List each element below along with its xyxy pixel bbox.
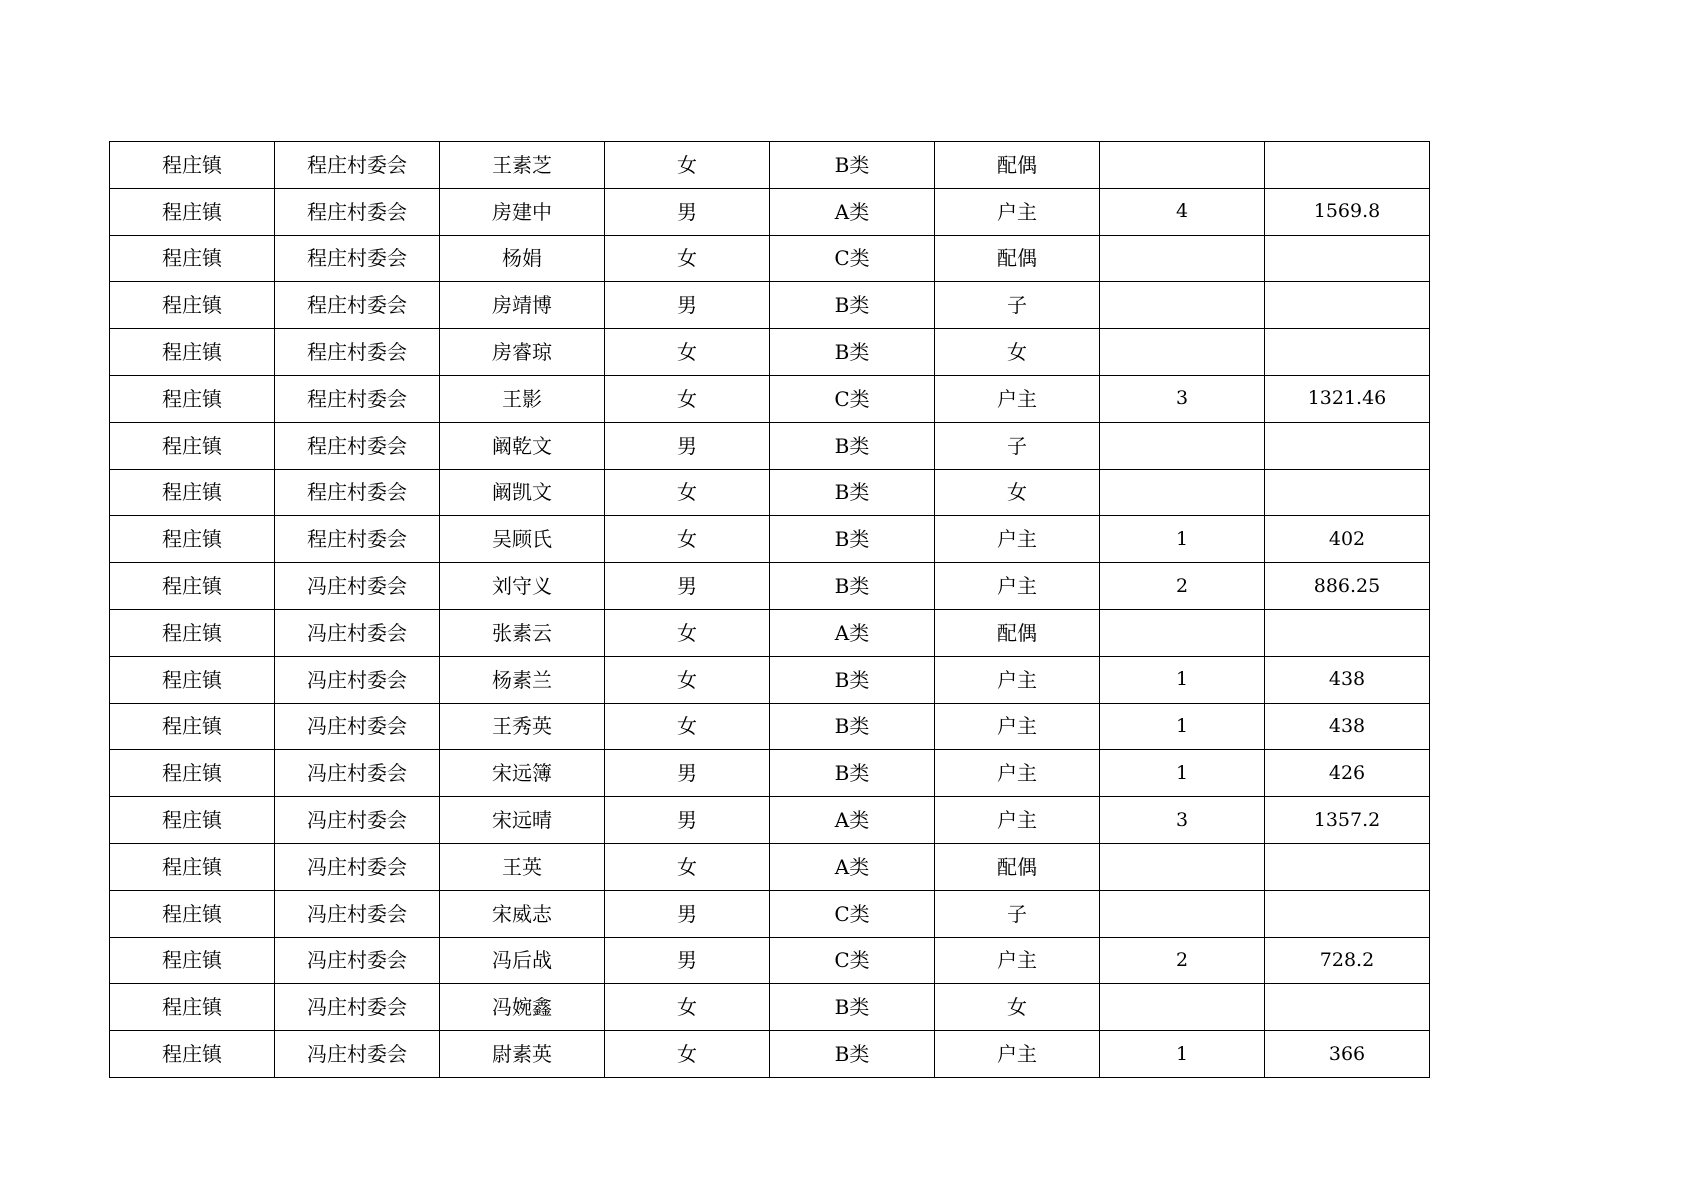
cell-village-committee: 冯庄村委会	[275, 656, 440, 703]
cell-gender: 女	[605, 703, 770, 750]
cell-relation: 配偶	[935, 235, 1100, 282]
cell-amount: 886.25	[1265, 563, 1430, 610]
cell-gender: 女	[605, 1031, 770, 1078]
cell-gender: 女	[605, 656, 770, 703]
cell-amount	[1265, 890, 1430, 937]
cell-amount	[1265, 984, 1430, 1031]
cell-town: 程庄镇	[110, 797, 275, 844]
cell-amount	[1265, 422, 1430, 469]
cell-relation: 户主	[935, 375, 1100, 422]
cell-name: 杨娟	[440, 235, 605, 282]
cell-relation: 户主	[935, 703, 1100, 750]
cell-category: B类	[770, 1031, 935, 1078]
cell-village-committee: 程庄村委会	[275, 469, 440, 516]
cell-relation: 子	[935, 282, 1100, 329]
cell-relation: 女	[935, 469, 1100, 516]
cell-gender: 女	[605, 375, 770, 422]
cell-town: 程庄镇	[110, 984, 275, 1031]
cell-town: 程庄镇	[110, 516, 275, 563]
cell-household-size: 4	[1100, 188, 1265, 235]
cell-amount	[1265, 469, 1430, 516]
cell-name: 房睿琼	[440, 329, 605, 376]
cell-gender: 女	[605, 984, 770, 1031]
cell-town: 程庄镇	[110, 282, 275, 329]
cell-name: 房建中	[440, 188, 605, 235]
cell-category: C类	[770, 890, 935, 937]
cell-relation: 配偶	[935, 142, 1100, 189]
cell-gender: 女	[605, 516, 770, 563]
cell-amount	[1265, 235, 1430, 282]
cell-amount: 438	[1265, 656, 1430, 703]
cell-gender: 女	[605, 843, 770, 890]
cell-amount	[1265, 282, 1430, 329]
cell-amount	[1265, 142, 1430, 189]
table-row	[110, 703, 1430, 750]
cell-amount: 426	[1265, 750, 1430, 797]
cell-name: 王秀英	[440, 703, 605, 750]
cell-gender: 女	[605, 609, 770, 656]
cell-amount: 366	[1265, 1031, 1430, 1078]
cell-category: B类	[770, 656, 935, 703]
cell-household-size	[1100, 142, 1265, 189]
cell-category: B类	[770, 750, 935, 797]
cell-village-committee: 程庄村委会	[275, 188, 440, 235]
cell-gender: 男	[605, 890, 770, 937]
cell-town: 程庄镇	[110, 656, 275, 703]
cell-amount	[1265, 843, 1430, 890]
cell-relation: 户主	[935, 797, 1100, 844]
cell-category: B类	[770, 984, 935, 1031]
roster-table-body	[110, 142, 1430, 1078]
cell-town: 程庄镇	[110, 703, 275, 750]
cell-relation: 女	[935, 984, 1100, 1031]
table-row	[110, 235, 1430, 282]
cell-amount	[1265, 609, 1430, 656]
table-row	[110, 890, 1430, 937]
cell-household-size	[1100, 469, 1265, 516]
cell-gender: 男	[605, 282, 770, 329]
cell-village-committee: 冯庄村委会	[275, 703, 440, 750]
cell-gender: 男	[605, 937, 770, 984]
cell-relation: 户主	[935, 563, 1100, 610]
cell-household-size	[1100, 235, 1265, 282]
roster-table	[109, 141, 1430, 1078]
cell-gender: 女	[605, 142, 770, 189]
cell-name: 宋威志	[440, 890, 605, 937]
cell-village-committee: 冯庄村委会	[275, 984, 440, 1031]
cell-gender: 男	[605, 188, 770, 235]
cell-category: B类	[770, 563, 935, 610]
table-row	[110, 609, 1430, 656]
cell-village-committee: 冯庄村委会	[275, 937, 440, 984]
cell-category: A类	[770, 843, 935, 890]
table-row	[110, 937, 1430, 984]
cell-category: C类	[770, 937, 935, 984]
cell-household-size	[1100, 843, 1265, 890]
cell-village-committee: 冯庄村委会	[275, 563, 440, 610]
cell-household-size: 2	[1100, 563, 1265, 610]
cell-category: B类	[770, 329, 935, 376]
cell-name: 刘守义	[440, 563, 605, 610]
cell-amount: 438	[1265, 703, 1430, 750]
cell-gender: 男	[605, 797, 770, 844]
cell-town: 程庄镇	[110, 375, 275, 422]
cell-household-size: 1	[1100, 1031, 1265, 1078]
cell-category: B类	[770, 142, 935, 189]
cell-name: 王英	[440, 843, 605, 890]
table-row	[110, 984, 1430, 1031]
cell-household-size: 1	[1100, 703, 1265, 750]
cell-town: 程庄镇	[110, 235, 275, 282]
table-row	[110, 375, 1430, 422]
cell-gender: 女	[605, 329, 770, 376]
cell-name: 阚乾文	[440, 422, 605, 469]
cell-household-size: 3	[1100, 797, 1265, 844]
table-row	[110, 329, 1430, 376]
cell-town: 程庄镇	[110, 843, 275, 890]
cell-name: 冯婉鑫	[440, 984, 605, 1031]
cell-name: 张素云	[440, 609, 605, 656]
cell-village-committee: 程庄村委会	[275, 422, 440, 469]
cell-relation: 户主	[935, 937, 1100, 984]
cell-category: A类	[770, 797, 935, 844]
cell-relation: 户主	[935, 188, 1100, 235]
cell-name: 宋远簿	[440, 750, 605, 797]
cell-town: 程庄镇	[110, 937, 275, 984]
table-row	[110, 142, 1430, 189]
cell-amount: 1321.46	[1265, 375, 1430, 422]
cell-name: 尉素英	[440, 1031, 605, 1078]
cell-town: 程庄镇	[110, 329, 275, 376]
cell-village-committee: 冯庄村委会	[275, 797, 440, 844]
cell-household-size: 1	[1100, 516, 1265, 563]
cell-relation: 户主	[935, 656, 1100, 703]
table-row	[110, 750, 1430, 797]
cell-amount: 728.2	[1265, 937, 1430, 984]
cell-name: 冯后战	[440, 937, 605, 984]
cell-amount: 1569.8	[1265, 188, 1430, 235]
cell-household-size	[1100, 282, 1265, 329]
cell-town: 程庄镇	[110, 1031, 275, 1078]
roster-sheet	[109, 141, 1430, 1078]
cell-village-committee: 冯庄村委会	[275, 1031, 440, 1078]
cell-household-size	[1100, 609, 1265, 656]
cell-town: 程庄镇	[110, 188, 275, 235]
cell-village-committee: 程庄村委会	[275, 142, 440, 189]
cell-town: 程庄镇	[110, 142, 275, 189]
table-row	[110, 1031, 1430, 1078]
cell-relation: 配偶	[935, 609, 1100, 656]
cell-relation: 户主	[935, 750, 1100, 797]
cell-village-committee: 程庄村委会	[275, 516, 440, 563]
cell-relation: 配偶	[935, 843, 1100, 890]
table-row	[110, 797, 1430, 844]
cell-household-size: 2	[1100, 937, 1265, 984]
cell-category: B类	[770, 469, 935, 516]
table-row	[110, 469, 1430, 516]
cell-village-committee: 程庄村委会	[275, 282, 440, 329]
cell-relation: 子	[935, 422, 1100, 469]
table-row	[110, 656, 1430, 703]
cell-gender: 男	[605, 422, 770, 469]
cell-gender: 男	[605, 750, 770, 797]
table-row	[110, 843, 1430, 890]
cell-town: 程庄镇	[110, 469, 275, 516]
table-row	[110, 516, 1430, 563]
cell-category: A类	[770, 609, 935, 656]
cell-town: 程庄镇	[110, 422, 275, 469]
cell-village-committee: 程庄村委会	[275, 329, 440, 376]
cell-relation: 女	[935, 329, 1100, 376]
cell-name: 杨素兰	[440, 656, 605, 703]
cell-household-size	[1100, 890, 1265, 937]
cell-relation: 子	[935, 890, 1100, 937]
cell-category: B类	[770, 516, 935, 563]
cell-household-size: 1	[1100, 656, 1265, 703]
table-row	[110, 188, 1430, 235]
cell-relation: 户主	[935, 1031, 1100, 1078]
cell-amount: 402	[1265, 516, 1430, 563]
cell-household-size	[1100, 329, 1265, 376]
cell-household-size	[1100, 422, 1265, 469]
cell-name: 阚凯文	[440, 469, 605, 516]
cell-category: C类	[770, 375, 935, 422]
cell-name: 王素芝	[440, 142, 605, 189]
cell-category: B类	[770, 422, 935, 469]
table-row	[110, 563, 1430, 610]
cell-town: 程庄镇	[110, 890, 275, 937]
cell-village-committee: 冯庄村委会	[275, 609, 440, 656]
table-row	[110, 282, 1430, 329]
cell-category: B类	[770, 703, 935, 750]
cell-village-committee: 冯庄村委会	[275, 843, 440, 890]
cell-amount	[1265, 329, 1430, 376]
cell-household-size	[1100, 984, 1265, 1031]
cell-village-committee: 冯庄村委会	[275, 750, 440, 797]
cell-household-size: 3	[1100, 375, 1265, 422]
cell-gender: 男	[605, 563, 770, 610]
cell-relation: 户主	[935, 516, 1100, 563]
cell-name: 宋远晴	[440, 797, 605, 844]
cell-village-committee: 程庄村委会	[275, 375, 440, 422]
cell-town: 程庄镇	[110, 563, 275, 610]
cell-amount: 1357.2	[1265, 797, 1430, 844]
table-row	[110, 422, 1430, 469]
cell-village-committee: 程庄村委会	[275, 235, 440, 282]
cell-village-committee: 冯庄村委会	[275, 890, 440, 937]
cell-name: 王影	[440, 375, 605, 422]
cell-gender: 女	[605, 469, 770, 516]
cell-town: 程庄镇	[110, 750, 275, 797]
cell-category: B类	[770, 282, 935, 329]
cell-name: 吴顾氏	[440, 516, 605, 563]
cell-name: 房靖博	[440, 282, 605, 329]
cell-household-size: 1	[1100, 750, 1265, 797]
cell-category: A类	[770, 188, 935, 235]
cell-category: C类	[770, 235, 935, 282]
cell-gender: 女	[605, 235, 770, 282]
cell-town: 程庄镇	[110, 609, 275, 656]
